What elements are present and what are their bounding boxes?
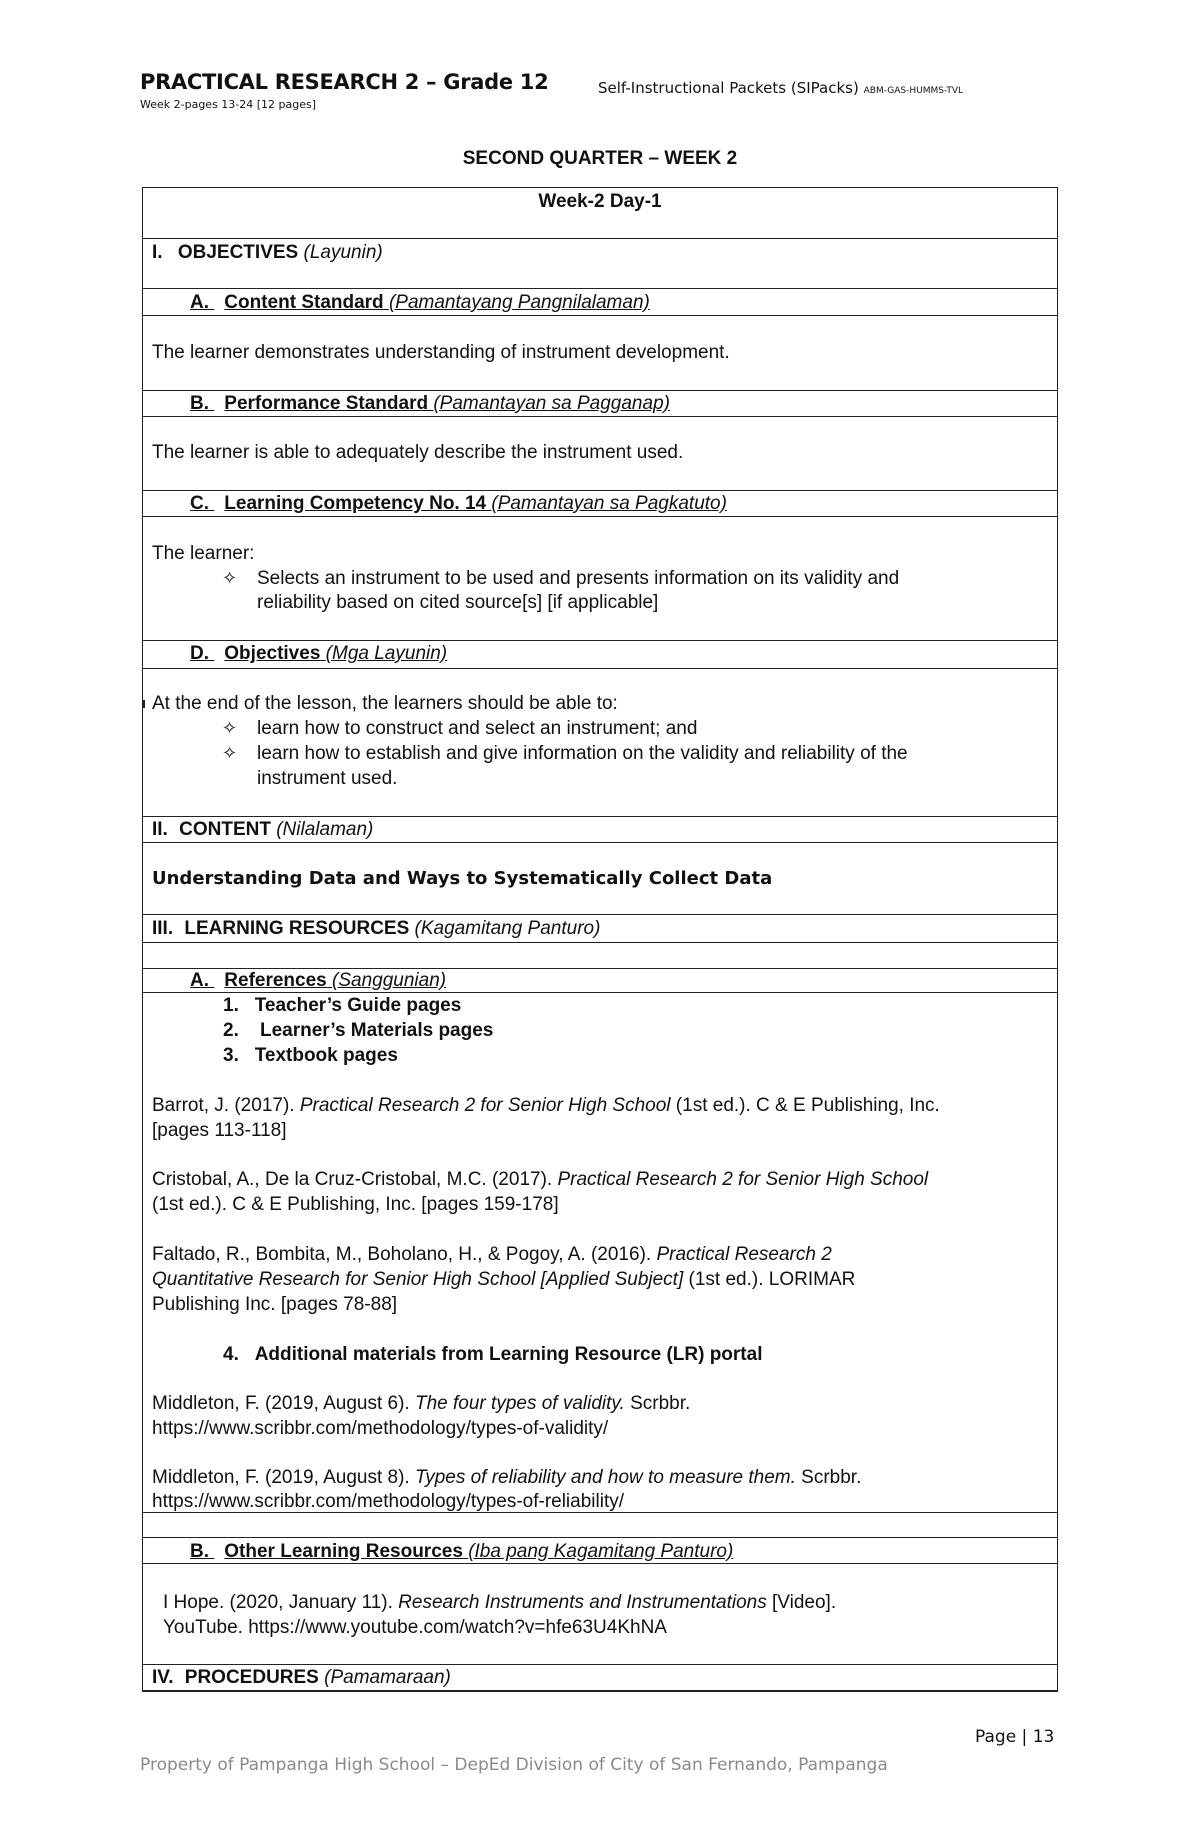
table-rule (142, 842, 1058, 843)
page-number: Page | 13 (975, 1727, 1055, 1747)
table-rule (142, 1563, 1058, 1564)
learning-competency-intro: The learner: (152, 543, 255, 564)
reference-faltado: Faltado, R., Bombita, M., Boholano, H., & Pogoy, A. (2016). Practical Research 2 (152, 1244, 832, 1265)
performance-standard-heading: B. Performance Standard (Pamantayan sa Pagganap) (190, 393, 670, 414)
table-rule (142, 238, 1058, 239)
competency-bullet-line1: Selects an instrument to be used and presents information on its validity and (257, 568, 900, 589)
table-rule (142, 516, 1058, 517)
table-rule (142, 288, 1058, 289)
day-title: Week-2 Day-1 (538, 191, 662, 212)
table-rule (142, 1690, 1058, 1691)
table-rule (142, 1664, 1058, 1665)
lesson-objective-2-line2: instrument used. (257, 768, 398, 789)
reference-item-1: 1. Teacher’s Guide pages (223, 995, 462, 1016)
content-standard-text: The learner demonstrates understanding of instrument development. (152, 342, 730, 363)
table-rule (142, 914, 1058, 915)
objectives-heading: I. OBJECTIVES (Layunin) (152, 242, 383, 263)
reference-item-3: 3. Textbook pages (223, 1045, 398, 1066)
lesson-objectives-intro: At the end of the lesson, the learners should be able to: (152, 693, 618, 714)
table-rule (142, 640, 1058, 641)
lr-reliability-link[interactable]: https://www.scribbr.com/methodology/types-of-reliability/ (152, 1491, 625, 1512)
strand-list: ABM-GAS-HUMMS-TVL (863, 86, 964, 96)
other-resource-youtube-link[interactable]: YouTube. https://www.youtube.com/watch?v=hfe63U4KhNA (163, 1617, 667, 1638)
diamond-bullet-icon: ✧ (222, 568, 238, 588)
reference-faltado-line2: Quantitative Research for Senior High School [Applied Subject] (1st ed.). LORIMAR (152, 1269, 856, 1290)
other-resources-heading: B. Other Learning Resources (Iba pang Kagamitang Panturo) (190, 1541, 734, 1562)
lesson-objectives-heading: D. Objectives (Mga Layunin) (190, 643, 448, 664)
table-rule (142, 992, 1058, 993)
lesson-objective-2-line1: learn how to establish and give information on the validity and reliability of the (257, 743, 908, 764)
references-heading: A. References (Sanggunian) (190, 970, 447, 991)
lr-validity-link[interactable]: https://www.scribbr.com/methodology/types-of-validity/ (152, 1418, 609, 1439)
table-rule (142, 968, 1058, 969)
content-text: Understanding Data and Ways to Systematically Collect Data (152, 868, 773, 889)
other-resource-video: I Hope. (2020, January 11). Research Instruments and Instrumentations [Video]. (163, 1592, 837, 1613)
table-rule (142, 942, 1058, 943)
learning-competency-heading: C. Learning Competency No. 14 (Pamantayan sa Pagkatuto) (190, 493, 727, 514)
reference-barrot: Barrot, J. (2017). Practical Research 2 for Senior High School (1st ed.). C & E Publishing, Inc. (152, 1095, 940, 1116)
diamond-bullet-icon: ✧ (222, 743, 238, 763)
table-rule (142, 390, 1058, 391)
learning-resources-heading: III. LEARNING RESOURCES (Kagamitang Panturo) (152, 918, 601, 939)
lr-middleton-validity: Middleton, F. (2019, August 6). The four types of validity. Scrbbr. (152, 1393, 691, 1414)
procedures-heading: IV. PROCEDURES (Pamamaraan) (152, 1667, 451, 1688)
reference-item-2: 2. Learner’s Materials pages (223, 1020, 494, 1041)
table-rule (142, 315, 1058, 316)
week-pages-note: Week 2-pages 13-24 [12 pages] (140, 98, 317, 111)
table-rule (142, 1537, 1058, 1538)
sipacks-main: Self-Instructional Packets (SIPacks) (598, 79, 859, 97)
content-standard-heading: A. Content Standard (Pamantayang Pangnilalaman) (190, 292, 650, 313)
reference-item-4: 4. Additional materials from Learning Resource (LR) portal (223, 1344, 763, 1365)
table-rule (142, 668, 1058, 669)
table-tick (142, 700, 145, 708)
course-title: PRACTICAL RESEARCH 2 – Grade 12 (140, 70, 549, 94)
property-footer: Property of Pampanga High School – DepEd Division of City of San Fernando, Pampanga (140, 1755, 888, 1775)
reference-faltado-line3: Publishing Inc. [pages 78-88] (152, 1294, 398, 1315)
competency-bullet-line2: reliability based on cited source[s] [if applicable] (257, 592, 659, 613)
content-heading: II. CONTENT (Nilalaman) (152, 819, 374, 840)
reference-cristobal: Cristobal, A., De la Cruz-Cristobal, M.C. (2017). Practical Research 2 for Senior High School (152, 1169, 929, 1190)
table-rule (142, 816, 1058, 817)
diamond-bullet-icon: ✧ (222, 718, 238, 738)
sipacks-label (598, 79, 963, 97)
lesson-objective-1: learn how to construct and select an instrument; and (257, 718, 698, 739)
table-rule (142, 490, 1058, 491)
performance-standard-text: The learner is able to adequately describe the instrument used. (152, 442, 684, 463)
reference-cristobal-line2: (1st ed.). C & E Publishing, Inc. [pages 159-178] (152, 1194, 559, 1215)
reference-barrot-pages: [pages 113-118] (152, 1120, 287, 1141)
quarter-title: SECOND QUARTER – WEEK 2 (462, 148, 738, 169)
lr-middleton-reliability: Middleton, F. (2019, August 8). Types of reliability and how to measure them. Scrbbr. (152, 1467, 862, 1488)
table-rule (142, 416, 1058, 417)
document-header (140, 70, 548, 111)
